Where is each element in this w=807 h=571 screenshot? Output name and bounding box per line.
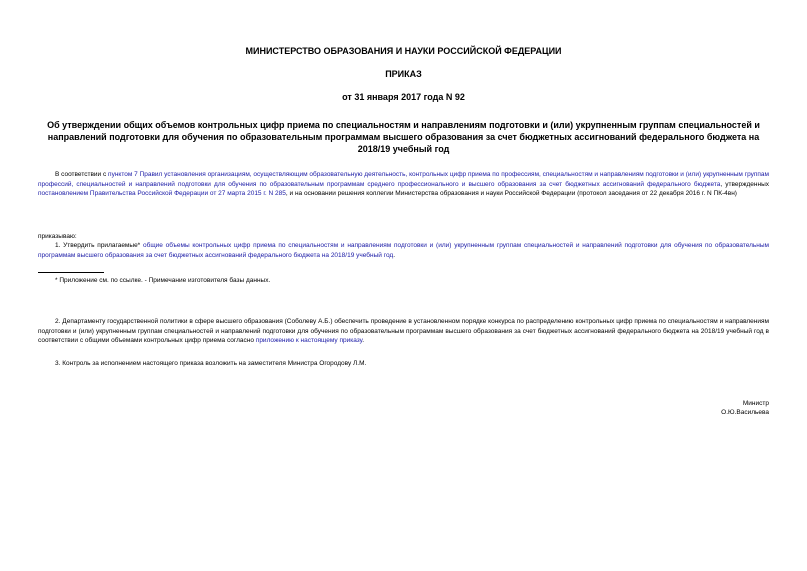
document-date-number: от 31 января 2017 года N 92 bbox=[342, 92, 465, 102]
preamble-text-1: В соответствии с bbox=[55, 171, 109, 178]
item-2-paragraph bbox=[38, 317, 769, 346]
order-word: приказываю: bbox=[38, 233, 77, 240]
appendix-link[interactable]: приложению к настоящему приказу bbox=[255, 337, 363, 344]
footnote-divider bbox=[38, 272, 104, 273]
item-2-text-1: 2. Департаменту государственной политики в сфере высшего образования (Соболеву А.Б.) обеспечить проведение в установленном порядке конкурса по распределению контрольных цифр приема по специальностям и направлениям подготовки и (или) укрупненным группам специальностей и направлений подготовки для обучения по образовательным программам высшего образования за счет бюджетных ассигнований федерального бюджета на 2018/19 учебный год в соответствии с общими объемами контрольных цифр приема согласно bbox=[38, 318, 769, 344]
preamble-text-3: , и на основании решения коллегии Министерства образования и науки Российской Федерации (протокол заседания от 22 декабря 2016 г. N ПК-4вн) bbox=[285, 190, 737, 197]
rules-link[interactable]: пунктом 7 Правил установления организациям, осуществляющим образовательную деятельность, контрольных цифр приема по профессиям, специальностям и направлениям подготовки и (или) укрупненным группам профессий, специальностей и направлений подготовки для обучения по образовательным программам среднего профессионального и высшего образования за счет бюджетных ассигнований федерального бюджета bbox=[38, 171, 769, 188]
government-decree-link[interactable]: постановлением Правительства Российской Федерации от 27 марта 2015 г. N 285 bbox=[38, 190, 286, 197]
signatory-name: О.Ю.Васильева bbox=[721, 409, 769, 416]
item-1-text-2: . bbox=[393, 251, 396, 259]
control-figures-link[interactable]: общие объемы контрольных цифр приема по специальностям и направлениям подготовки и (или) укрупненным группам специальностей и направлений подготовки для обучения по образовательным программам высшего образования за счет бюджетных ассигнований федерального бюджета на 2018/19 учебный год bbox=[38, 242, 770, 259]
preamble-text-2: , утвержденных bbox=[720, 180, 769, 188]
item-1-text-1: 1. Утвердить прилагаемые* bbox=[55, 242, 143, 249]
preamble-paragraph bbox=[38, 170, 769, 199]
item-3-paragraph: 3. Контроль за исполнением настоящего приказа возложить на заместителя Министра Огородову Л.М. bbox=[55, 360, 367, 367]
footnote: * Приложение см. по ссылке. - Примечание изготовителя базы данных. bbox=[55, 277, 271, 284]
document-type: ПРИКАЗ bbox=[385, 69, 422, 79]
signatory-position: Министр bbox=[742, 400, 769, 407]
ministry-heading: МИНИСТЕРСТВО ОБРАЗОВАНИЯ И НАУКИ РОССИЙСКОЙ ФЕДЕРАЦИИ bbox=[245, 46, 562, 56]
item-2-text-2: . bbox=[362, 337, 365, 344]
item-1-paragraph bbox=[38, 241, 769, 260]
document-title: Об утверждении общих объемов контрольных цифр приема по специальностям и направлениям подготовки и (или) укрупненным группам специальностей и направлений подготовки для обучения по образовательным программам высшего образования за счет бюджетных ассигнований федерального бюджета на 2018/19 учебный год bbox=[47, 120, 760, 154]
